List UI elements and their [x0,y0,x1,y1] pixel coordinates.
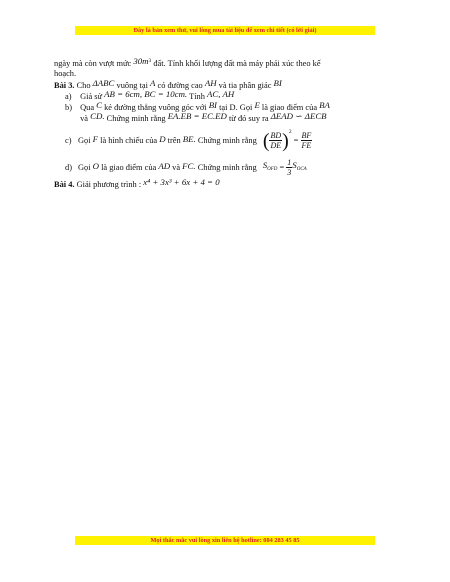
math: AD [158,160,171,171]
equals: = [279,162,285,172]
paren-left: ( [262,129,270,152]
item-d [54,157,404,179]
text: Tính [189,91,205,101]
math: BI [208,100,217,111]
text: Chứng minh rằng [106,114,166,124]
item-label: d) [65,162,72,172]
math: ΔEAD ∽ ΔECB [270,111,327,122]
text: kẻ đường thẳng vuông góc với [104,103,207,113]
math: ΔABC [92,77,115,88]
text: là giao điểm của [261,103,318,113]
fraction: $\frac{1}{3}$ [287,158,292,178]
text: và [172,162,181,172]
text: và tia phân giác [218,80,272,90]
math: A [150,77,156,88]
math: CD. [90,111,105,122]
math: EA.EB = EC.ED [167,111,227,122]
text: Chứng minh rằng [197,135,257,145]
text: vuông tại [116,80,148,90]
item-label: b) [65,103,72,113]
hotline-banner: Mọi thắc mắc vui lòng xin liên hệ hotline: 084 283 45 85 [75,536,375,545]
text: Chứng minh rằng [197,162,257,172]
math: C [96,100,103,111]
item-a [54,88,404,102]
text: và [80,114,88,124]
problem-4-heading [54,176,404,190]
text: tại D. Gọi [219,103,253,113]
text: Giải phương trình : [76,179,142,189]
math: x⁴ + 3x³ + 6x + 4 = 0 [143,176,220,187]
text: Giả sử [80,91,103,101]
text: ngày mà còn vượt mức [54,59,132,68]
text: hoạch. [54,69,77,79]
math: AC, AH [207,88,235,99]
text: từ đó suy ra [228,114,269,124]
item-b [54,102,404,113]
fraction: $\frac{BD}{DE}$ [270,131,282,151]
math: $30m^3$ [133,56,152,66]
exponent: 2 [288,128,292,135]
math: AB = 6cm, BC = 10cm. [104,88,188,99]
math: O [92,160,100,171]
document-body [54,58,404,190]
text: Cho [76,80,91,90]
area-term: $S_{OFD}$ [262,160,278,173]
fraction: $\frac{BF}{FE}$ [301,131,312,151]
item-c [54,125,404,157]
preview-banner: Đây là bản xem thử, vui lòng mua tài liệu để xem chi tiết (có lời giải) [75,26,375,35]
item-b-continued [54,113,404,124]
area-term: $S_{OCA}$ [292,160,307,173]
item-label: a) [65,91,72,101]
math: BI [273,77,282,88]
text-line [54,58,404,69]
text: là hình chiếu của [100,135,158,145]
math: D [159,133,166,144]
math: E [254,100,260,111]
text: là giao điểm của [101,162,157,172]
math: F [92,133,99,144]
math: FC. [182,160,196,171]
text: Gọi [78,135,91,145]
text: Qua [80,103,95,113]
text: có đường cao [157,80,203,90]
item-label: c) [65,135,72,145]
equals: = [293,135,299,145]
text: đất. Tính khối lượng đất mà máy phải xúc theo kế [153,59,321,68]
text: trên [167,135,181,145]
math: AH [204,77,217,88]
paren-right: ) [282,129,289,152]
math: BE. [182,133,196,144]
problem-label: Bài 3. [54,80,75,90]
text: Gọi [78,162,91,172]
problem-label: Bài 4. [54,179,75,189]
math: BA [319,100,330,111]
